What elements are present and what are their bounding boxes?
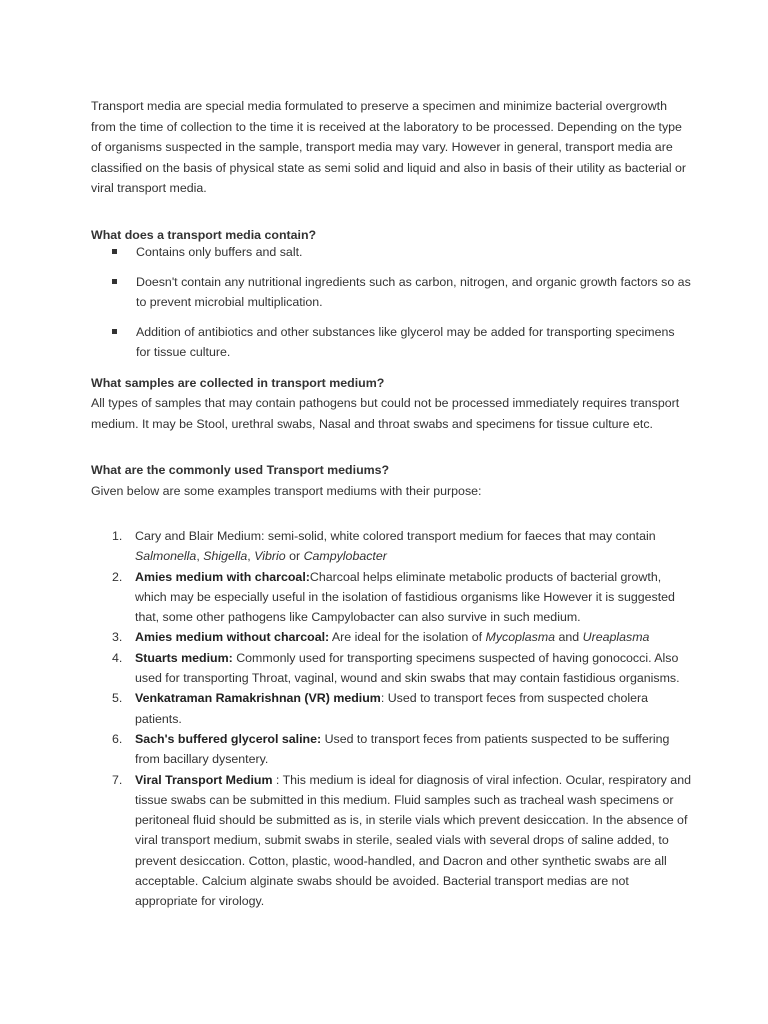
list-number: 7.: [112, 772, 123, 787]
item-text: Charcoal helps eliminate metabolic products of bacterial growth, which may be especially useful in the isolation of fastidious organisms like However it is suggested that, some other pathogens like Campylobacter can also survive in such medium.: [135, 569, 675, 625]
list-item: [108, 648, 692, 689]
intro-paragraph: Transport media are special media formulated to preserve a specimen and minimize bacterial overgrowth from the time of collection to the time it is received at the laboratory to be processed. Depending on the type of organisms suspected in the sample, transport media may vary. However in general, transport media are classified on the basis of physical state as semi solid and liquid and also in basis of their utility as bacterial or viral transport media.: [91, 99, 687, 196]
mediums-intro: Given below are some examples transport mediums with their purpose:: [91, 484, 482, 498]
item-text: Cary and Blair Medium: semi-solid, white colored transport medium for faeces that may contain: [135, 529, 656, 543]
list-item: [112, 242, 692, 263]
list-number: 6.: [112, 731, 123, 746]
list-number: 4.: [112, 650, 123, 665]
medium-name: Amies medium without charcoal:: [135, 630, 330, 645]
square-bullet-icon: [112, 329, 117, 334]
separator: or: [285, 549, 304, 564]
item-text: : This medium is ideal for diagnosis of viral infection. Ocular, respiratory and tissue swabs can be submitted in this medium. Fluid samples such as tracheal wash specimens or peritoneal fluid should be submitted as is, in sterile vials which prevent desiccation. In the absence of viral transport medium, submit swabs in sterile, sealed vials with several drops of saline added, to prevent desiccation. Cotton, plastic, wood-handled, and Dacron and other synthetic swabs are all acceptable. Calcium alginate swabs should be avoided. Bacterial transport medias are not appropriate for virology.: [135, 772, 691, 909]
section-heading-mediums: What are the commonly used Transport mediums?: [91, 463, 390, 477]
square-bullet-icon: [112, 249, 117, 254]
list-item: [108, 567, 692, 628]
separator: and: [555, 630, 583, 645]
item-text: Commonly used for transporting specimens suspected of having gonococci. Also used for transporting Throat, vaginal, wound and skin swabs that may contain fastidious organisms.: [135, 650, 680, 686]
organism-name: Campylobacter: [303, 549, 387, 564]
organism-name: Ureaplasma: [582, 630, 650, 645]
list-item-text: Addition of antibiotics and other substances like glycerol may be added for transporting specimens for tissue culture.: [136, 324, 675, 360]
list-item: [112, 322, 692, 363]
organism-name: Salmonella: [135, 549, 197, 564]
list-number: 3.: [112, 630, 123, 645]
list-item-text: Doesn't contain any nutritional ingredients such as carbon, nitrogen, and organic growth factors so as to prevent microbial multiplication.: [136, 274, 691, 310]
square-bullet-icon: [112, 279, 117, 284]
list-item: [108, 526, 692, 567]
list-item: [108, 729, 692, 770]
list-item: [108, 770, 692, 912]
organism-name: Vibrio: [254, 549, 286, 564]
contents-bullet-list: [112, 242, 692, 363]
medium-name: Amies medium with charcoal:: [135, 569, 310, 584]
list-number: 1.: [112, 529, 123, 543]
organism-name: Mycoplasma: [485, 630, 556, 645]
list-item: [112, 272, 692, 313]
list-item: [108, 627, 692, 647]
samples-paragraph: All types of samples that may contain pathogens but could not be processed immediately requires transport medium. It may be Stool, urethral swabs, Nasal and throat swabs and specimens for tissue culture etc.: [91, 396, 680, 431]
item-text: Are ideal for the isolation of: [329, 630, 486, 645]
mediums-numbered-list: [108, 526, 692, 912]
list-item: [108, 688, 692, 729]
list-number: 2.: [112, 569, 123, 584]
section-heading-samples: What samples are collected in transport medium?: [91, 376, 385, 390]
medium-name: Sach's buffered glycerol saline:: [135, 731, 322, 746]
list-item-text: Contains only buffers and salt.: [136, 245, 303, 259]
medium-name: Viral Transport Medium: [135, 772, 273, 787]
item-text: : Used to transport feces from suspected cholera patients.: [135, 691, 649, 726]
medium-name: Stuarts medium:: [135, 650, 233, 665]
section-heading-contents: What does a transport media contain?: [91, 228, 317, 242]
separator: ,: [196, 549, 204, 564]
medium-name: Venkatraman Ramakrishnan (VR) medium: [135, 691, 381, 706]
separator: ,: [247, 549, 255, 564]
organism-name: Shigella: [203, 549, 248, 564]
item-text: Used to transport feces from patients suspected to be suffering from bacillary dysentery.: [135, 731, 670, 767]
list-number: 5.: [112, 691, 123, 706]
